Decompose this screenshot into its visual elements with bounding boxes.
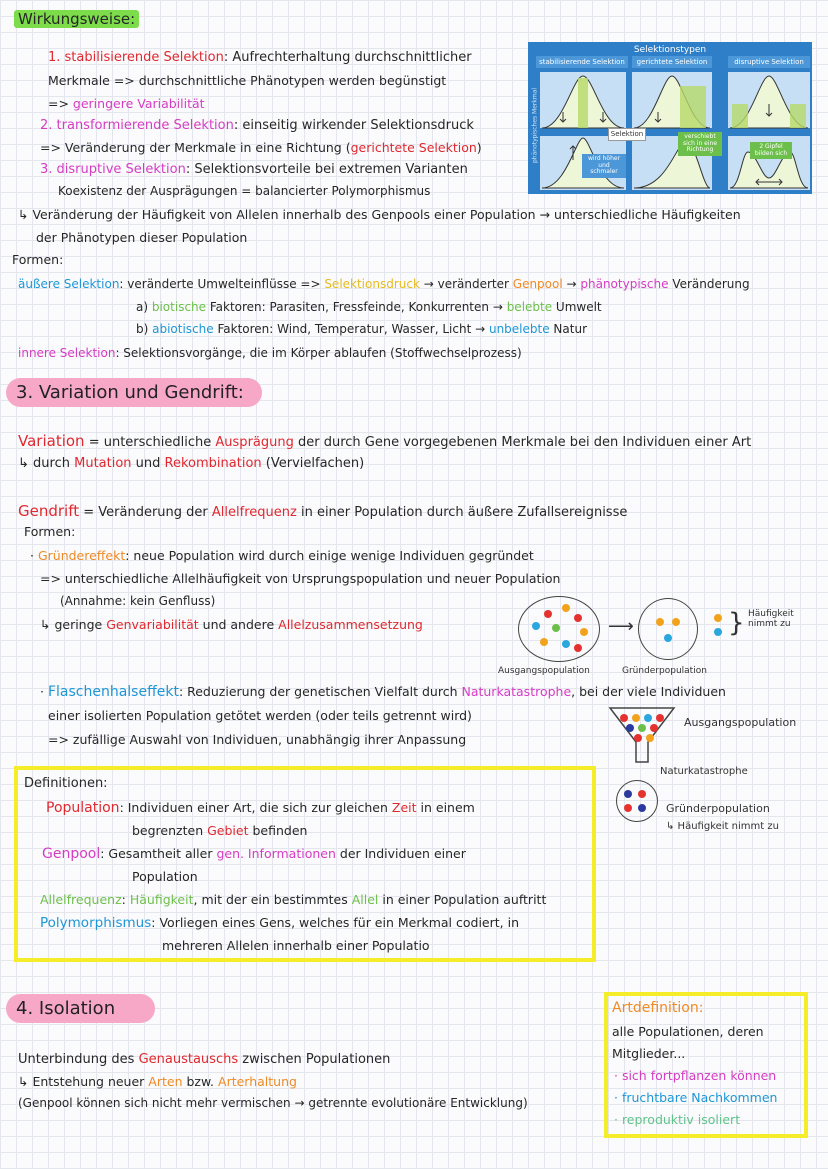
- line-phaenotypen: der Phänotypen dieser Population: [36, 230, 248, 245]
- def-genpool: Genpool: Gesamtheit aller gen. Informationen der Individuen einer: [42, 846, 466, 862]
- line-abiotisch: b) abiotische Faktoren: Wind, Temperatur, Wasser, Licht → unbelebte Natur: [136, 322, 587, 336]
- heading-isolation: 4. Isolation: [6, 994, 155, 1023]
- defs-title: Definitionen:: [24, 776, 108, 791]
- dot: [656, 618, 664, 626]
- line-arten: ↳ Entstehung neuer Arten bzw. Arterhaltung: [18, 1074, 297, 1089]
- dot: [574, 614, 582, 622]
- def-polymorphismus: Polymorphismus: Vorliegen eines Gens, welches für ein Merkmal codiert, in: [40, 915, 519, 931]
- dot: [562, 604, 570, 612]
- line-haeufigkeit: ↳ Veränderung der Häufigkeit von Allelen innerhalb des Genpools einer Population → unterschiedliche Häufigkeiten: [18, 207, 741, 222]
- line-stabilisierend: 1. stabilisierende Selektion: Aufrechterhaltung durchschnittlicher: [48, 50, 472, 65]
- dot: [626, 724, 634, 732]
- line-transformierend: 2. transformierende Selektion: einseitig wirkender Selektionsdruck: [40, 118, 474, 133]
- figure-selektion-label: Selektion: [608, 128, 646, 141]
- dot: [562, 640, 570, 648]
- line-annahme: (Annahme: kein Genfluss): [60, 594, 216, 608]
- dot: [532, 622, 540, 630]
- line-isolierte-population: einer isolierten Population getötet werden (oder teils getrennt wird): [48, 708, 472, 723]
- dot: [632, 714, 640, 722]
- circle-gruenderpopulation-2: [616, 780, 658, 822]
- dot: [714, 628, 722, 636]
- line-richtung: => Veränderung der Merkmale in eine Richtung (gerichtete Selektion): [40, 140, 482, 155]
- def-population: Population: Individuen einer Art, die sich zur gleichen Zeit in einem: [46, 800, 475, 816]
- figure-selektionstypen: [528, 42, 812, 194]
- def-polymorphismus-2: mehreren Allelen innerhalb einer Populatio: [162, 938, 430, 953]
- label-ausgangspopulation-1: Ausgangspopulation: [498, 666, 590, 676]
- dot: [574, 644, 582, 652]
- arrow-right-icon: ⟶: [608, 616, 634, 637]
- line-variabilitaet: => geringere Variabilität: [48, 96, 205, 111]
- dot: [624, 804, 632, 812]
- dot: [714, 614, 722, 622]
- figure-ylabel: phänotypisches Merkmal: [531, 87, 539, 164]
- art-line-1: alle Populationen, deren: [612, 1024, 764, 1039]
- line-flaschenhals: · Flaschenhalseffekt: Reduzierung der genetischen Vielfalt durch Naturkatastrophe, bei der viele Individuen: [40, 684, 726, 700]
- dot: [620, 714, 628, 722]
- dot: [552, 624, 560, 632]
- line-innere-selektion: innere Selektion: Selektionsvorgänge, die im Körper ablaufen (Stoffwechselprozess): [18, 346, 522, 360]
- art-title: Artdefinition:: [612, 1000, 704, 1016]
- label-gruenderpopulation-1: Gründerpopulation: [622, 666, 707, 676]
- figure-note-gerichtet: verschiebt sich in eine Richtung: [678, 132, 722, 156]
- label-naturkatastrophe: Naturkatastrophe: [660, 766, 748, 777]
- art-bullet-isoliert: · reproduktiv isoliert: [614, 1112, 741, 1127]
- dot: [650, 724, 658, 732]
- label-formen: Formen:: [12, 252, 64, 267]
- art-bullet-fortpflanzen: · sich fortpflanzen können: [614, 1068, 777, 1083]
- line-allelhaeufigkeit: => unterschiedliche Allelhäufigkeit von Ursprungspopulation und neuer Population: [40, 571, 561, 586]
- label-ausgangspopulation-2: Ausgangspopulation: [684, 716, 797, 729]
- line-aeussere-selektion: äußere Selektion: veränderte Umwelteinflüsse => Selektionsdruck → veränderter Genpool → phänotypische Veränderung: [18, 277, 750, 291]
- line-disruptiv: 3. disruptive Selektion: Selektionsvorteile bei extremen Varianten: [40, 162, 468, 177]
- heading-variation-gendrift: 3. Variation und Gendrift:: [6, 378, 262, 407]
- heading-wirkungsweise: Wirkungsweise:: [14, 10, 139, 28]
- figure-title: Selektionstypen: [633, 45, 707, 55]
- figure-col2-label: gerichtete Selektion: [632, 56, 712, 68]
- dot: [664, 634, 672, 642]
- dot: [624, 790, 632, 798]
- line-gruendereffekt: · Gründereffekt: neue Population wird durch einige wenige Individuen gegründet: [30, 548, 534, 563]
- figure-note-disruptiv: 2 Gipfel bilden sich: [750, 142, 792, 159]
- line-mutation: ↳ durch Mutation und Rekombination (Vervielfachen): [18, 456, 365, 471]
- dot: [638, 790, 646, 798]
- line-koexistenz: Koexistenz der Ausprägungen = balancierter Polymorphismus: [58, 184, 431, 198]
- def-allelfrequenz: Allelfrequenz: Häufigkeit, mit der ein bestimmtes Allel in einer Population auftritt: [40, 892, 547, 907]
- def-population-2: begrenzten Gebiet befinden: [132, 823, 308, 838]
- label-gendrift-formen: Formen:: [24, 524, 76, 539]
- label-gruenderpopulation-2: Gründerpopulation: [666, 802, 770, 815]
- dot: [540, 638, 548, 646]
- figure-note-stabilisierend: wird höher und schmaler: [582, 154, 626, 178]
- dot: [634, 734, 642, 742]
- diagram-gruendereffekt: [498, 590, 816, 680]
- line-genaustausch: Unterbindung des Genaustauschs zwischen Populationen: [18, 1052, 391, 1067]
- dot: [638, 804, 646, 812]
- dot: [544, 610, 552, 618]
- line-merkmale: Merkmale => durchschnittliche Phänotypen werden begünstigt: [48, 73, 447, 88]
- funnel-icon: [608, 706, 678, 764]
- def-genpool-2: Population: [132, 869, 198, 884]
- dot: [638, 724, 646, 732]
- dot: [656, 714, 664, 722]
- figure-col1-label: stabilisierende Selektion: [536, 56, 628, 68]
- figure-curves: [528, 42, 812, 194]
- line-genpool-vermischen: (Genpool können sich nicht mehr vermischen → getrennte evolutionäre Entwicklung): [18, 1096, 528, 1110]
- art-line-2: Mitglieder...: [612, 1046, 686, 1061]
- line-biotisch: a) biotische Faktoren: Parasiten, Fressfeinde, Konkurrenten → belebte Umwelt: [136, 300, 602, 314]
- line-gendrift: Gendrift = Veränderung der Allelfrequenz in einer Population durch äußere Zufallsereignisse: [18, 502, 628, 520]
- line-zufaellige-auswahl: => zufällige Auswahl von Individuen, unabhängig ihrer Anpassung: [48, 732, 467, 747]
- dot: [646, 734, 654, 742]
- line-variation: Variation = unterschiedliche Ausprägung der durch Gene vorgegebenen Merkmale bei den Individuen einer Art: [18, 432, 752, 450]
- figure-col3-label: disruptive Selektion: [728, 56, 810, 68]
- dot: [644, 714, 652, 722]
- circle-gruenderpopulation: [638, 598, 698, 660]
- dot: [580, 628, 588, 636]
- box-definitionen: [14, 766, 596, 962]
- label-haeufigkeit-2: ↳ Häufigkeit nimmt zu: [666, 821, 779, 832]
- label-haeufigkeit-1: Häufigkeit nimmt zu: [748, 609, 794, 629]
- dot: [672, 618, 680, 626]
- art-bullet-nachkommen: · fruchtbare Nachkommen: [614, 1090, 778, 1105]
- line-genvariabilitaet: ↳ geringe Genvariabilität und andere Allelzusammensetzung: [40, 617, 423, 632]
- brace-icon: }: [728, 608, 745, 638]
- diagram-flaschenhals: [608, 706, 818, 846]
